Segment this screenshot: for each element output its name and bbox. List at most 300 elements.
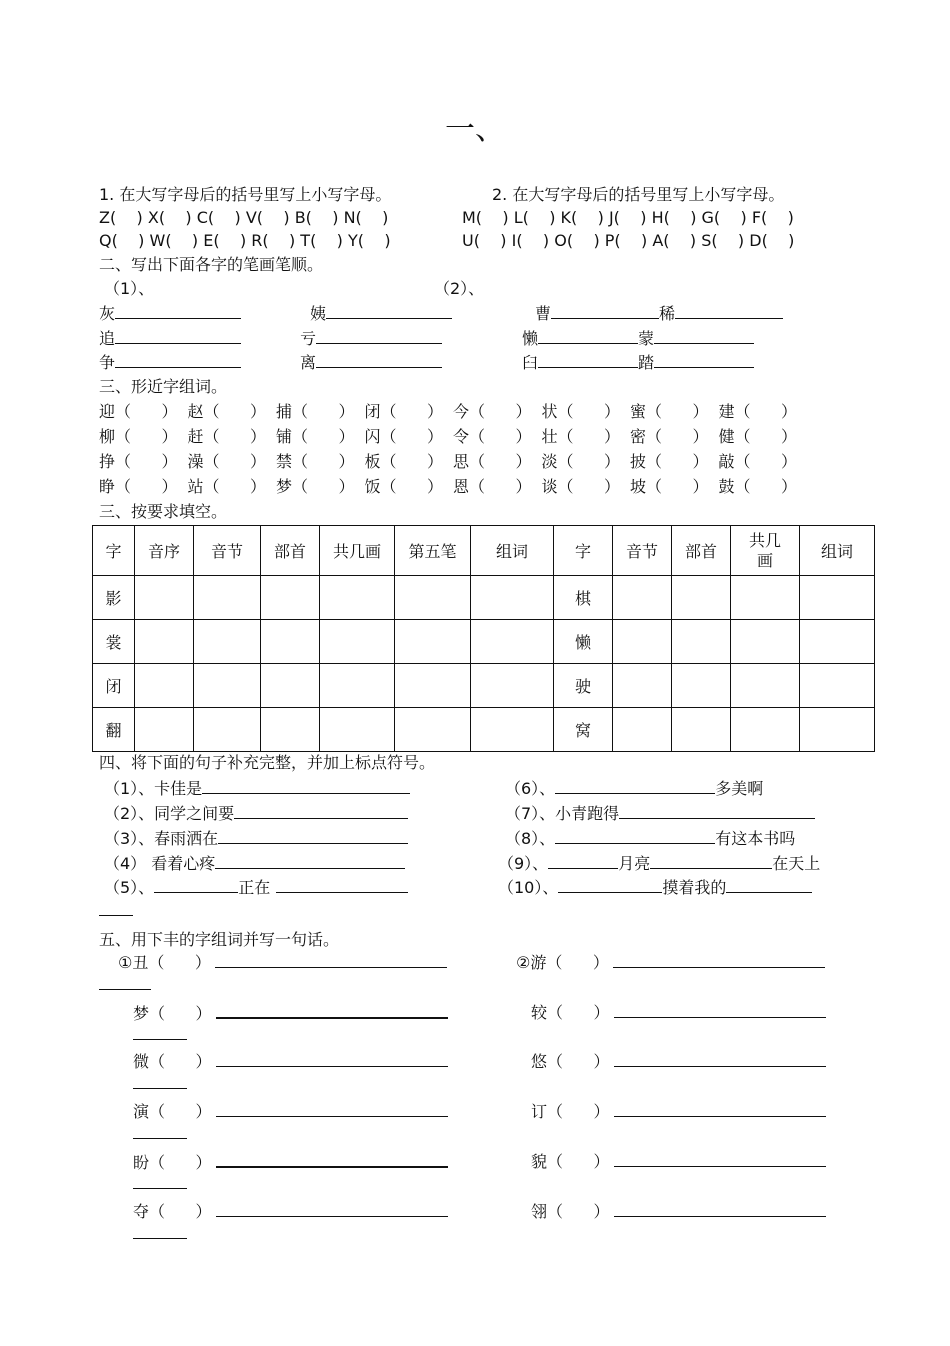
- table-cell[interactable]: [672, 708, 731, 752]
- q5-right-item: [516, 952, 825, 973]
- table-cell[interactable]: [261, 576, 320, 620]
- table-char: 翻: [93, 708, 135, 752]
- answer-line[interactable]: [558, 877, 662, 893]
- blank-paren[interactable]: （ ）: [203, 402, 267, 421]
- table-cell[interactable]: [613, 664, 672, 708]
- stroke-item: [310, 303, 452, 324]
- similar-char-item[interactable]: [365, 427, 444, 447]
- char: 臼: [522, 353, 539, 372]
- table-cell[interactable]: [135, 708, 194, 752]
- similar-char-item[interactable]: [630, 452, 709, 472]
- q3b-title: 三、按要求填空。: [99, 502, 228, 521]
- similar-char: 健: [718, 427, 735, 446]
- answer-line[interactable]: [654, 328, 754, 344]
- table-cell[interactable]: [395, 708, 471, 752]
- similar-char-item[interactable]: [365, 402, 444, 422]
- q4-prompt: （5）、: [104, 878, 155, 897]
- sentence-line[interactable]: [216, 1051, 448, 1067]
- blank-paren[interactable]: （ ）: [557, 452, 621, 471]
- answer-line[interactable]: [215, 853, 405, 869]
- similar-char-item[interactable]: [365, 452, 444, 472]
- table-cell[interactable]: [471, 620, 554, 664]
- q5-char: 订: [531, 1102, 548, 1121]
- similar-char: 站: [187, 477, 204, 496]
- blank-paren[interactable]: （ ）: [557, 427, 621, 446]
- similar-char-item[interactable]: [99, 427, 178, 447]
- q3-title: 三、形近字组词。: [99, 377, 228, 396]
- q5-char: 翎: [531, 1202, 548, 1221]
- th-yinjie-right: 音节: [613, 526, 672, 576]
- q4-item-3: [104, 828, 408, 849]
- q5-right-item: [531, 1151, 826, 1172]
- similar-char-item[interactable]: [630, 402, 709, 422]
- char: 曹: [535, 304, 552, 323]
- similar-char: 禁: [276, 452, 293, 471]
- sentence-line[interactable]: [614, 1201, 826, 1217]
- q1-row-1-left: Z( ) X( ) C( ) V( ) B( ) N( ): [99, 208, 389, 227]
- q1-right-title: 2. 在大写字母后的括号里写上小写字母。: [492, 185, 785, 204]
- q4-prompt: （8）、: [505, 829, 556, 848]
- th-bushou-right: 部首: [672, 526, 731, 576]
- q4-prompt: 摸着我的: [662, 878, 727, 897]
- table-cell[interactable]: [471, 708, 554, 752]
- similar-char: 状: [541, 402, 558, 421]
- q5-char: 梦: [133, 1004, 150, 1023]
- answer-line[interactable]: [133, 1024, 187, 1040]
- blank-paren[interactable]: （ ）: [557, 477, 621, 496]
- table-char: 懒: [554, 620, 613, 664]
- q5-char: 夺: [133, 1202, 150, 1221]
- q5-title: 五、用下丰的字组词并写一句话。: [99, 930, 340, 949]
- similar-char-item[interactable]: [542, 402, 621, 422]
- q4-prompt: （1）、卡佳是: [104, 779, 203, 798]
- char: 蒙: [638, 329, 655, 348]
- sentence-line[interactable]: [216, 1151, 448, 1168]
- sentence-line[interactable]: [614, 1151, 826, 1167]
- blank-paren[interactable]: （ ）: [149, 1153, 212, 1172]
- stroke-item: [99, 328, 241, 349]
- char: 灰: [99, 304, 116, 323]
- answer-line[interactable]: [133, 1123, 187, 1139]
- answer-line[interactable]: [555, 778, 715, 794]
- similar-char-item[interactable]: [276, 477, 355, 497]
- blank-paren[interactable]: （ ）: [380, 452, 444, 471]
- q4-title: 四、将下面的句子补充完整，并加上标点符号。: [99, 753, 436, 772]
- sentence-line[interactable]: [614, 1002, 826, 1018]
- blank-paren[interactable]: （ ）: [149, 1004, 212, 1023]
- table-cell[interactable]: [800, 576, 875, 620]
- q4-item-7: [505, 803, 815, 824]
- table-cell[interactable]: [800, 664, 875, 708]
- wrap-line: [133, 1223, 187, 1244]
- answer-line[interactable]: [316, 328, 442, 344]
- blank-paren[interactable]: （ ）: [380, 477, 444, 496]
- answer-line[interactable]: [316, 352, 442, 368]
- th-strokes-line1: 共几: [748, 530, 781, 550]
- similar-char-item[interactable]: [719, 477, 798, 497]
- similar-char: 坡: [630, 477, 647, 496]
- similar-char: 蜜: [630, 402, 647, 421]
- q5-char: ②游: [516, 953, 547, 972]
- similar-char-item[interactable]: [365, 477, 444, 497]
- stroke-item: [300, 328, 442, 349]
- q5-char: 演: [133, 1102, 150, 1121]
- q4-item-4: [104, 853, 405, 874]
- q5-char: 悠: [531, 1052, 548, 1071]
- blank-paren[interactable]: （ ）: [115, 427, 178, 446]
- blank-paren[interactable]: （ ）: [203, 452, 267, 471]
- q5-right-item: [531, 1051, 826, 1072]
- similar-char-item[interactable]: [188, 452, 267, 472]
- table-char: 裳: [93, 620, 135, 664]
- char: 离: [300, 353, 317, 372]
- table-cell[interactable]: [672, 664, 731, 708]
- answer-line[interactable]: [133, 1073, 187, 1089]
- answer-line[interactable]: [133, 1173, 187, 1189]
- table-row: [93, 708, 875, 752]
- table-char: 窝: [554, 708, 613, 752]
- similar-char-item[interactable]: [542, 452, 621, 472]
- q5-char: 盼: [133, 1153, 150, 1172]
- table-cell[interactable]: [613, 576, 672, 620]
- blank-paren[interactable]: （ ）: [646, 452, 709, 471]
- sentence-line[interactable]: [613, 952, 825, 968]
- table-cell[interactable]: [471, 664, 554, 708]
- blank-paren[interactable]: （ ）: [203, 477, 267, 496]
- stroke-item: [535, 303, 783, 324]
- table-cell[interactable]: [731, 620, 800, 664]
- similar-char: 鼓: [718, 477, 735, 496]
- similar-char-item[interactable]: [630, 477, 709, 497]
- answer-line[interactable]: [276, 877, 408, 893]
- similar-char: 敲: [718, 452, 735, 471]
- blank-paren[interactable]: （ ）: [547, 1052, 610, 1071]
- wrap-line: [99, 900, 133, 921]
- table-cell[interactable]: [320, 620, 395, 664]
- answer-line[interactable]: [154, 877, 238, 893]
- q5-left-item: [133, 1002, 448, 1024]
- blank-paren[interactable]: （ ）: [734, 402, 798, 421]
- blank-paren[interactable]: （ ）: [203, 427, 267, 446]
- th-yinjie: 音节: [194, 526, 261, 576]
- q4-prompt: （3）、春雨洒在: [104, 829, 219, 848]
- blank-paren[interactable]: （ ）: [469, 427, 532, 446]
- q4-prompt: （4） 看着心疼: [104, 854, 216, 873]
- similar-char-item[interactable]: [99, 477, 178, 497]
- q4-prompt: （9）、: [498, 854, 549, 873]
- blank-paren[interactable]: （ ）: [734, 452, 798, 471]
- similar-char-item[interactable]: [453, 402, 532, 422]
- answer-line[interactable]: [555, 828, 715, 844]
- answer-line[interactable]: [99, 974, 151, 990]
- table-cell[interactable]: [194, 576, 261, 620]
- answer-line[interactable]: [726, 877, 812, 893]
- table-cell[interactable]: [320, 576, 395, 620]
- similar-char: 捕: [276, 402, 293, 421]
- similar-char: 睁: [99, 477, 116, 496]
- blank-paren[interactable]: （ ）: [546, 953, 609, 972]
- sentence-line[interactable]: [216, 1201, 448, 1217]
- blank-paren[interactable]: （ ）: [149, 1052, 212, 1071]
- blank-paren[interactable]: （ ）: [469, 402, 532, 421]
- blank-paren[interactable]: （ ）: [380, 427, 444, 446]
- similar-char-item[interactable]: [719, 427, 798, 447]
- th-bushou: 部首: [261, 526, 320, 576]
- q5-char: 微: [133, 1052, 150, 1071]
- answer-line[interactable]: [551, 303, 659, 319]
- sentence-line[interactable]: [216, 1101, 448, 1117]
- table-cell[interactable]: [800, 620, 875, 664]
- blank-paren[interactable]: （ ）: [547, 1202, 610, 1221]
- table-char: 棋: [554, 576, 613, 620]
- wrap-line: [133, 1173, 187, 1194]
- similar-char-item[interactable]: [276, 402, 355, 422]
- q4-prompt: 正在: [238, 878, 271, 897]
- q2-sub2: （2）、: [434, 279, 485, 298]
- similar-char-item[interactable]: [99, 402, 178, 422]
- blank-paren[interactable]: （ ）: [547, 1102, 610, 1121]
- table-cell[interactable]: [395, 664, 471, 708]
- q5-right-item: [531, 1101, 826, 1122]
- answer-line[interactable]: [115, 328, 241, 344]
- blank-paren[interactable]: （ ）: [149, 1202, 212, 1221]
- similar-char: 澡: [187, 452, 204, 471]
- q2-title: 二、写出下面各字的笔画笔顺。: [99, 255, 324, 274]
- th-zuci-right: 组词: [800, 526, 875, 576]
- similar-char: 铺: [276, 427, 293, 446]
- similar-char-item[interactable]: [719, 402, 798, 422]
- table-cell[interactable]: [395, 576, 471, 620]
- q1-row-2-left: Q( ) W( ) E( ) R( ) T( ) Y( ): [99, 231, 391, 250]
- similar-char: 谈: [541, 477, 558, 496]
- similar-char-item[interactable]: [99, 452, 178, 472]
- similar-char-item[interactable]: [542, 477, 621, 497]
- similar-char: 思: [453, 452, 470, 471]
- stroke-item: [300, 352, 442, 373]
- similar-char: 密: [630, 427, 647, 446]
- answer-line[interactable]: [675, 303, 783, 319]
- th-strokes-right: [731, 526, 800, 576]
- table-cell[interactable]: [395, 620, 471, 664]
- similar-char: 板: [364, 452, 381, 471]
- char: 争: [99, 353, 116, 372]
- table-cell[interactable]: [194, 620, 261, 664]
- similar-char-item[interactable]: [542, 427, 621, 447]
- similar-char: 迎: [99, 402, 116, 421]
- q4-item-9: [498, 853, 820, 874]
- table-cell[interactable]: [731, 708, 800, 752]
- q4-prompt: （2）、同学之间要: [104, 804, 235, 823]
- table-cell[interactable]: [261, 708, 320, 752]
- blank-paren[interactable]: （ ）: [734, 427, 798, 446]
- table-cell[interactable]: [261, 664, 320, 708]
- q4-prompt: 在天上: [772, 854, 821, 873]
- q1-row-1-right: M( ) L( ) K( ) J( ) H( ) G( ) F( ): [462, 208, 794, 227]
- blank-paren[interactable]: （ ）: [292, 402, 355, 421]
- blank-paren[interactable]: （ ）: [646, 402, 709, 421]
- blank-paren[interactable]: （ ）: [547, 1152, 610, 1171]
- blank-paren[interactable]: （ ）: [148, 953, 211, 972]
- sentence-line[interactable]: [614, 1101, 826, 1117]
- similar-char-item[interactable]: [453, 477, 532, 497]
- stroke-item: [99, 303, 241, 324]
- similar-char-item[interactable]: [188, 477, 267, 497]
- answer-line[interactable]: [619, 803, 815, 819]
- answer-line[interactable]: [202, 778, 410, 794]
- similar-char: 壮: [541, 427, 558, 446]
- answer-line[interactable]: [133, 1223, 187, 1239]
- answer-line[interactable]: [650, 853, 772, 869]
- q4-prompt: 有这本书吗: [715, 829, 796, 848]
- table-cell[interactable]: [471, 576, 554, 620]
- blank-paren[interactable]: （ ）: [115, 477, 178, 496]
- table-cell[interactable]: [135, 620, 194, 664]
- blank-paren[interactable]: （ ）: [547, 1003, 610, 1022]
- sentence-line[interactable]: [215, 952, 447, 968]
- answer-line[interactable]: [548, 853, 618, 869]
- answer-line[interactable]: [538, 352, 638, 368]
- q4-prompt: （6）、: [505, 779, 556, 798]
- answer-line[interactable]: [538, 328, 638, 344]
- similar-char: 赶: [187, 427, 204, 446]
- table-cell[interactable]: [261, 620, 320, 664]
- blank-paren[interactable]: （ ）: [646, 477, 709, 496]
- table-cell[interactable]: [672, 576, 731, 620]
- table-row: [93, 664, 875, 708]
- similar-char: 今: [453, 402, 470, 421]
- q5-left-item: [133, 1201, 448, 1222]
- table-cell[interactable]: [613, 708, 672, 752]
- answer-line[interactable]: [654, 352, 754, 368]
- blank-paren[interactable]: （ ）: [292, 452, 355, 471]
- table-cell[interactable]: [135, 576, 194, 620]
- similar-char: 饭: [364, 477, 381, 496]
- answer-line[interactable]: [218, 828, 408, 844]
- blank-paren[interactable]: （ ）: [469, 477, 532, 496]
- blank-paren[interactable]: （ ）: [292, 427, 355, 446]
- similar-char-item[interactable]: [188, 427, 267, 447]
- q5-right-item: [531, 1201, 826, 1222]
- th-fifth-stroke: 第五笔: [395, 526, 471, 576]
- char: 亏: [300, 329, 317, 348]
- q5-char: ①丑: [118, 953, 149, 972]
- similar-char: 梦: [276, 477, 293, 496]
- q5-char: 较: [531, 1003, 548, 1022]
- similar-char: 赵: [187, 402, 204, 421]
- blank-paren[interactable]: （ ）: [469, 452, 532, 471]
- similar-char-item[interactable]: [188, 402, 267, 422]
- table-cell[interactable]: [731, 576, 800, 620]
- char: 稀: [659, 304, 676, 323]
- q4-prompt: （7）、小青跑得: [505, 804, 620, 823]
- table-row: [93, 576, 875, 620]
- q5-left-item: [133, 1051, 448, 1072]
- answer-line[interactable]: [115, 303, 241, 319]
- th-char-right: 字: [554, 526, 613, 576]
- page-title: 一、: [445, 112, 505, 147]
- similar-char-item[interactable]: [453, 427, 532, 447]
- blank-paren[interactable]: （ ）: [734, 477, 798, 496]
- wrap-line: [99, 974, 151, 995]
- q4-item-6: [505, 778, 763, 799]
- similar-char: 闪: [364, 427, 381, 446]
- table-char: 闭: [93, 664, 135, 708]
- q1-row-2-right: U( ) I( ) O( ) P( ) A( ) S( ) D( ): [462, 231, 795, 250]
- stroke-item: [522, 352, 754, 373]
- q4-item-2: [104, 803, 408, 824]
- q5-char: 貌: [531, 1152, 548, 1171]
- table-cell[interactable]: [135, 664, 194, 708]
- table-row: [93, 620, 875, 664]
- table-cell[interactable]: [672, 620, 731, 664]
- similar-char: 令: [453, 427, 470, 446]
- q4-item-8: [505, 828, 795, 849]
- table-cell[interactable]: [320, 708, 395, 752]
- blank-paren[interactable]: （ ）: [292, 477, 355, 496]
- table-cell[interactable]: [613, 620, 672, 664]
- sentence-line[interactable]: [614, 1051, 826, 1067]
- answer-line[interactable]: [115, 352, 241, 368]
- similar-char-item[interactable]: [630, 427, 709, 447]
- similar-char-item[interactable]: [453, 452, 532, 472]
- similar-char-item[interactable]: [276, 452, 355, 472]
- th-strokes: 共几画: [320, 526, 395, 576]
- similar-char: 淡: [541, 452, 558, 471]
- table-cell[interactable]: [800, 708, 875, 752]
- similar-char: 柳: [99, 427, 116, 446]
- blank-paren[interactable]: （ ）: [115, 402, 178, 421]
- sentence-line[interactable]: [216, 1002, 448, 1019]
- q4-prompt: 月亮: [618, 854, 651, 873]
- q4-item-5: [104, 877, 408, 898]
- table-cell[interactable]: [194, 708, 261, 752]
- stroke-item: [99, 352, 241, 373]
- blank-paren[interactable]: （ ）: [646, 427, 709, 446]
- table-cell[interactable]: [194, 664, 261, 708]
- char: 踏: [638, 353, 655, 372]
- q1-left-title: 1. 在大写字母后的括号里写上小写字母。: [99, 185, 392, 204]
- similar-char: 挣: [99, 452, 116, 471]
- th-char: 字: [93, 526, 135, 576]
- th-zuci: 组词: [471, 526, 554, 576]
- blank-paren[interactable]: （ ）: [149, 1102, 212, 1121]
- wrap-line: [133, 1123, 187, 1144]
- q5-right-item: [531, 1002, 826, 1023]
- table-cell[interactable]: [320, 664, 395, 708]
- answer-line[interactable]: [234, 803, 408, 819]
- blank-paren[interactable]: （ ）: [380, 402, 444, 421]
- q4-prompt: 多美啊: [715, 779, 764, 798]
- table-char: 驶: [554, 664, 613, 708]
- q5-left-item: [133, 1151, 448, 1173]
- q4-item-1: [104, 778, 410, 799]
- blank-paren[interactable]: （ ）: [115, 452, 178, 471]
- answer-line[interactable]: [99, 900, 133, 916]
- similar-char-item[interactable]: [276, 427, 355, 447]
- q4-item-10: [498, 877, 812, 898]
- similar-char: 闭: [364, 402, 381, 421]
- q5-left-item: [118, 952, 447, 973]
- answer-line[interactable]: [326, 303, 452, 319]
- blank-paren[interactable]: （ ）: [557, 402, 621, 421]
- char: 懒: [522, 329, 539, 348]
- th-strokes-line2: 画: [756, 550, 773, 570]
- q5-left-item: [133, 1101, 448, 1122]
- table-cell[interactable]: [731, 664, 800, 708]
- similar-char-item[interactable]: [719, 452, 798, 472]
- q4-prompt: （10）、: [498, 878, 559, 897]
- similar-char: 建: [718, 402, 735, 421]
